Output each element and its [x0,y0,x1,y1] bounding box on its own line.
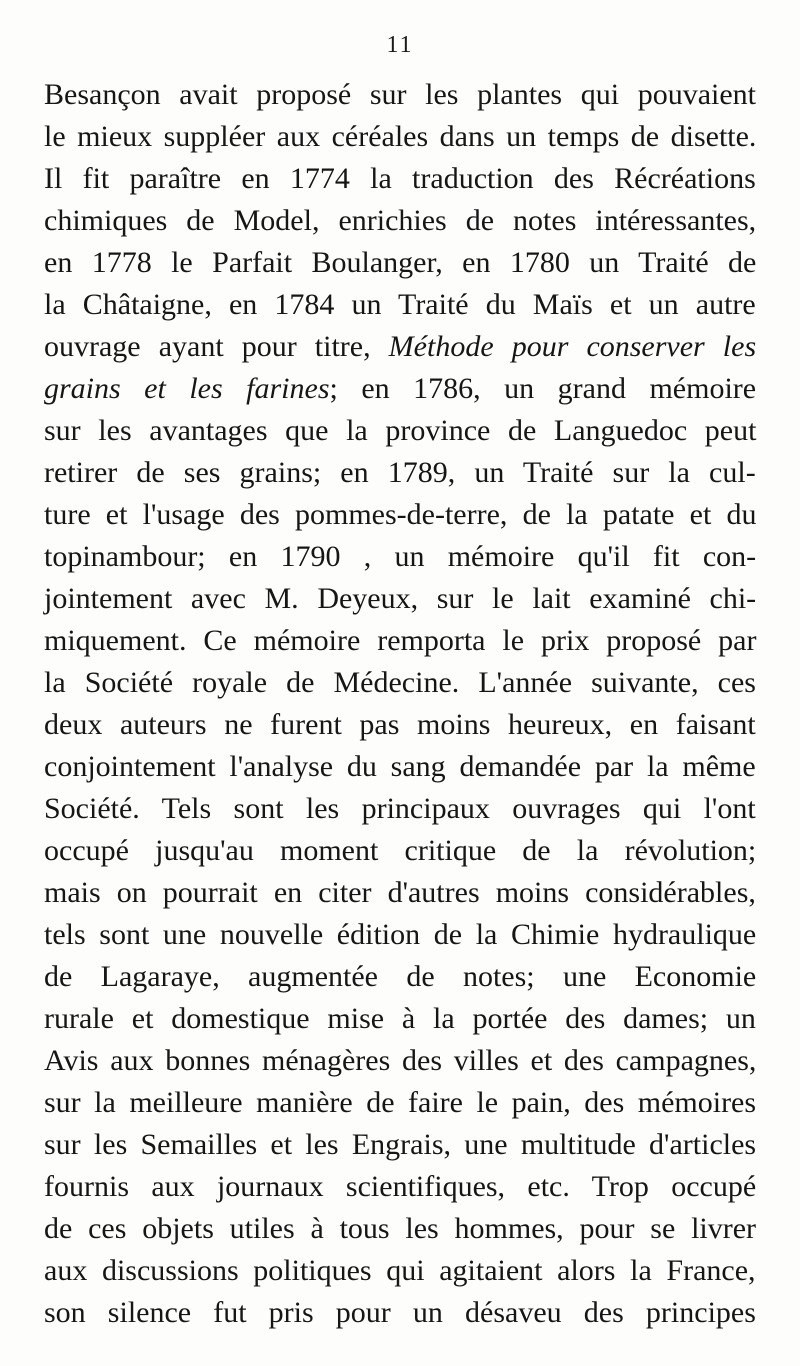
text-line-14: miquement. Ce mémoire remporta le prix proposé par [44,624,757,657]
text-line-27: fournis aux journaux scientifiques, etc. Trop occupé [44,1170,757,1203]
text-line-21: tels sont une nouvelle édition de la Chimie hydraulique [44,918,757,951]
italic-title-part-2: grains et les farines [44,372,330,405]
body-text [44,74,756,1334]
text-line-29: aux discussions politiques qui agitaient alors la France, [44,1254,756,1287]
text-line-11: ture et l'usage des pommes-de-terre, de la patate et du [44,498,757,531]
text-line-13: jointement avec M. Deyeux, sur le lait examiné chi- [44,582,757,615]
text-line-1: Besançon avait proposé sur les plantes qui pouvaient [44,78,756,111]
text-line-10: retirer de ses grains; en 1789, un Traité sur la cul- [44,456,756,489]
italic-title-part-1: Méthode pour conserver les [388,330,757,363]
text-line-26: sur les Semailles et les Engrais, une multitude d'articles [44,1128,757,1161]
text-line-5: en 1778 le Parfait Boulanger, en 1780 un Traité de [44,246,757,279]
page-number: 11 [386,32,414,58]
text-line-12: topinambour; en 1790 , un mémoire qu'il fit con- [44,540,757,573]
text-line-22: de Lagaraye, augmentée de notes; une Economie [44,960,757,993]
text-line-3: Il fit paraître en 1774 la traduction des Récréations [44,162,756,195]
text-line-28: de ces objets utiles à tous les hommes, pour se livrer [44,1212,757,1245]
text-line-4: chimiques de Model, enrichies de notes intéressantes, [44,204,757,237]
text-line-15: la Société royale de Médecine. L'année suivante, ces [44,666,756,699]
text-line-6: la Châtaigne, en 1784 un Traité du Maïs et un autre [44,288,756,321]
text-line-16: deux auteurs ne furent pas moins heureux, en faisant [44,708,756,741]
text-line-7: ouvrage ayant pour titre, Méthode pour conserver les [44,330,757,363]
text-line-9: sur les avantages que la province de Languedoc peut [44,414,757,447]
text-line-20: mais on pourrait en citer d'autres moins considérables, [44,876,756,909]
text-line-30: son silence fut pris pour un désaveu des principes [44,1296,756,1329]
text-line-2: le mieux suppléer aux céréales dans un temps de disette. [44,120,757,153]
text-line-17: conjointement l'analyse du sang demandée par la même [44,750,756,783]
text-line-23: rurale et domestique mise à la portée des dames; un [44,1002,756,1035]
text-line-25: sur la meilleure manière de faire le pain, des mémoires [44,1086,757,1119]
text-line-24: Avis aux bonnes ménagères des villes et des campagnes, [44,1044,757,1077]
text-line-18: Société. Tels sont les principaux ouvrages qui l'ont [44,792,756,825]
text-line-8: grains et les farines; en 1786, un grand mémoire [44,372,757,405]
text-line-19: occupé jusqu'au moment critique de la révolution; [44,834,757,867]
